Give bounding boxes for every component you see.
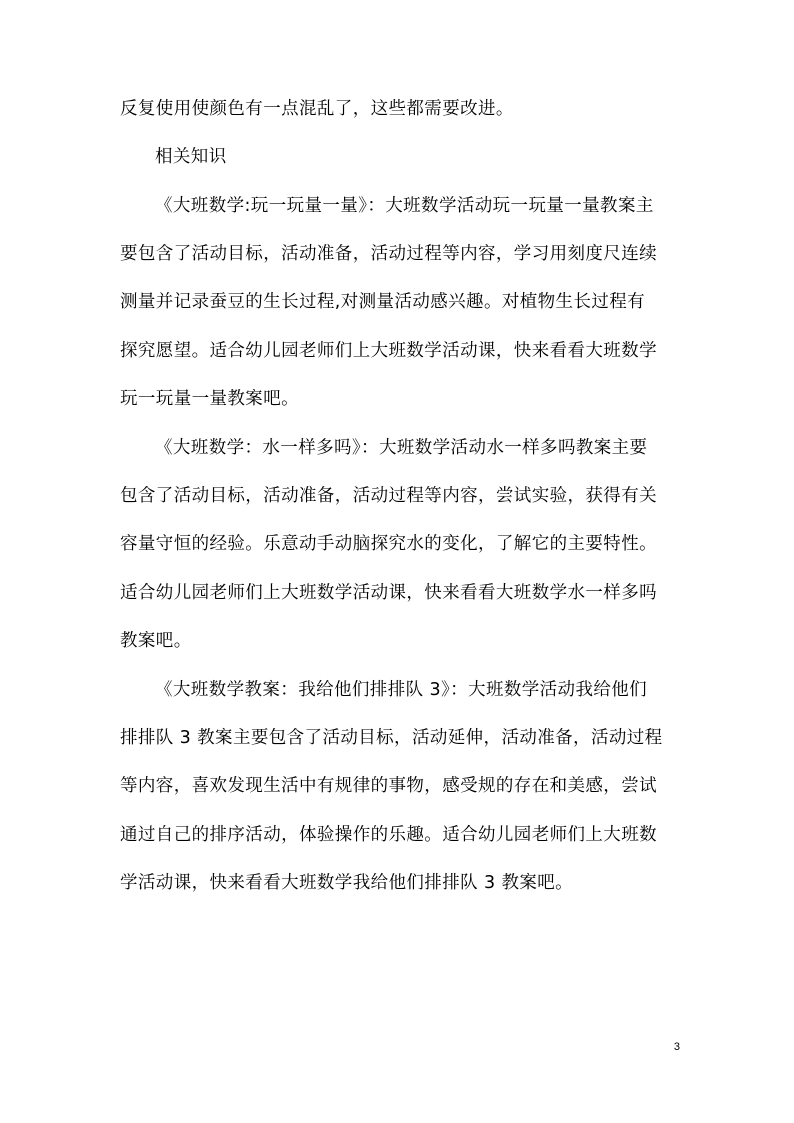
- paragraph-line: 等内容，喜欢发现生活中有规律的事物，感受规的存在和美感，尝试: [120, 776, 657, 796]
- paragraph-line: 包含了活动目标，活动准备，活动过程等内容，尝试实验，获得有关: [120, 486, 657, 506]
- paragraph-line: 探究愿望。适合幼儿园老师们上大班数学活动课，快来看看大班数学: [120, 341, 657, 361]
- paragraph-line: 学活动课，快来看看大班数学我给他们排排队 3 教案吧。: [120, 873, 574, 893]
- paragraph-line: 《大班数学教案：我给他们排排队 3》：大班数学活动我给他们: [155, 680, 648, 700]
- page-number: 3: [673, 1041, 680, 1053]
- section-heading: 相关知识: [155, 147, 227, 167]
- paragraph-line: 要包含了活动目标，活动准备，活动过程等内容，学习用刻度尺连续: [120, 244, 657, 264]
- paragraph-line: 适合幼儿园老师们上大班数学活动课，快来看看大班数学水一样多吗: [120, 583, 657, 603]
- paragraph-line: 教案吧。: [120, 631, 192, 651]
- paragraph-line: 玩一玩量一量教案吧。: [120, 389, 299, 409]
- paragraph-line: 测量并记录蚕豆的生长过程,对测量活动感兴趣。对植物生长过程有: [120, 292, 646, 312]
- paragraph-line: 《大班数学:玩一玩量一量》：大班数学活动玩一玩量一量教案主: [155, 196, 654, 216]
- paragraph-line: 通过自己的排序活动，体验操作的乐趣。适合幼儿园老师们上大班数: [120, 825, 657, 845]
- paragraph-line: 《大班数学：水一样多吗》：大班数学活动水一样多吗教案主要: [155, 438, 648, 458]
- paragraph-line: 容量守恒的经验。乐意动手动脑探究水的变化，了解它的主要特性。: [120, 534, 657, 554]
- paragraph-line: 排排队 3 教案主要包含了活动目标，活动延伸，活动准备，活动过程: [120, 728, 663, 748]
- paragraph-line: 反复使用使颜色有一点混乱了，这些都需要改进。: [120, 99, 514, 119]
